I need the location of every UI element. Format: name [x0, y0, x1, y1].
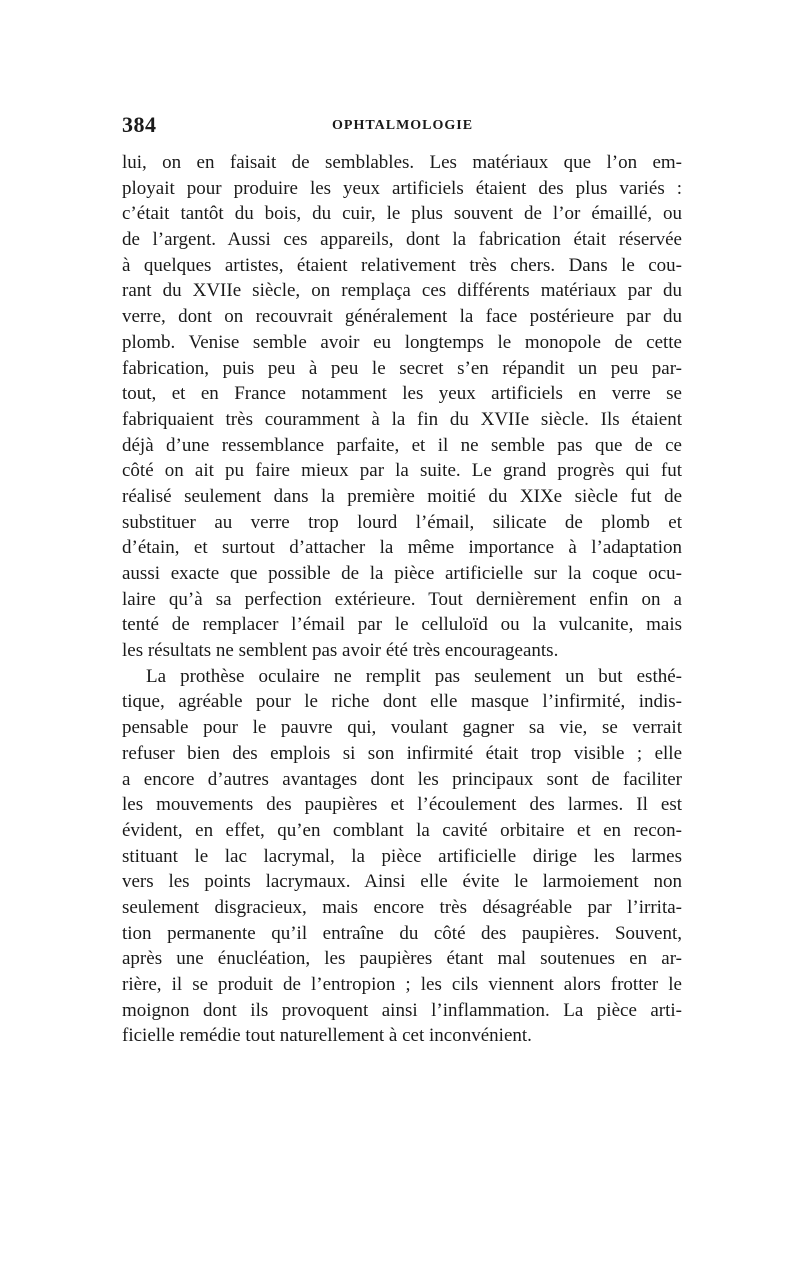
page-number: 384	[122, 112, 157, 137]
text-line: à quelques artistes, étaient relativement très chers. Dans le cou-	[122, 254, 682, 276]
text-line: lui, on en faisait de semblables. Les matériaux que l’on em-	[122, 152, 682, 173]
text-line: ployait pour produire les yeux artificiels étaient des plus variés :	[122, 177, 682, 199]
paragraph-container	[122, 150, 682, 1049]
text-line: rière, il se produit de l’entropion ; les cils viennent alors frotter le	[122, 974, 682, 995]
text-line: rant du XVIIe siècle, on remplaça ces différents matériaux par du	[122, 280, 682, 302]
text-line: déjà d’une ressemblance parfaite, et il ne semble pas que de ce	[122, 434, 682, 456]
text-line: refuser bien des emplois si son infirmité était trop visible ; elle	[122, 742, 682, 764]
text-line: tout, et en France notamment les yeux artificiels en verre se	[122, 383, 682, 405]
text-line: les mouvements des paupières et l’écoulement des larmes. Il est	[122, 794, 682, 816]
text-line: les résultats ne semblent pas avoir été très encourageants.	[122, 640, 559, 662]
text-line: réalisé seulement dans la première moitié du XIXe siècle fut de	[122, 485, 682, 507]
text-line: de l’argent. Aussi ces appareils, dont la fabrication était réservée	[122, 229, 682, 251]
text-line: pensable pour le pauvre qui, voulant gagner sa vie, se verrait	[122, 717, 682, 739]
text-line: c’était tantôt du bois, du cuir, le plus souvent de l’or émaillé, ou	[122, 203, 682, 225]
text-line: fabriquaient très couramment à la fin du XVIIe siècle. Ils étaient	[122, 408, 682, 430]
text-line: vers les points lacrymaux. Ainsi elle évite le larmoiement non	[122, 871, 682, 893]
text-line: aussi exacte que possible de la pièce artificielle sur la coque ocu-	[122, 563, 682, 584]
text-line: côté on ait pu faire mieux par la suite. Le grand progrès qui fut	[122, 460, 682, 482]
paragraph	[122, 664, 682, 1049]
text-line: stituant le lac lacrymal, la pièce artificielle dirige les larmes	[122, 845, 682, 867]
text-line: tenté de remplacer l’émail par le celluloïd ou la vulcanite, mais	[122, 614, 682, 636]
text-line: moignon dont ils provoquent ainsi l’inflammation. La pièce arti-	[122, 999, 682, 1021]
text-line: La prothèse oculaire ne remplit pas seulement un but esthé-	[146, 665, 682, 687]
text-line: a encore d’autres avantages dont les principaux sont de faciliter	[122, 768, 682, 790]
text-line: tique, agréable pour le riche dont elle masque l’infirmité, indis-	[122, 691, 682, 713]
text-line: tion permanente qu’il entraîne du côté des paupières. Souvent,	[122, 922, 682, 944]
text-line: après une énucléation, les paupières étant mal soutenues en ar-	[122, 948, 682, 970]
text-line: d’étain, et surtout d’attacher la même importance à l’adaptation	[122, 537, 682, 559]
text-line: laire qu’à sa perfection extérieure. Tout dernièrement enfin on a	[122, 588, 682, 610]
running-head	[122, 112, 682, 142]
text-line: substituer au verre trop lourd l’émail, silicate de plomb et	[122, 511, 682, 533]
text-line: verre, dont on recouvrait généralement la face postérieure par du	[122, 306, 682, 328]
text-line: seulement disgracieux, mais encore très désagréable par l’irrita-	[122, 896, 682, 918]
text-line: fabrication, puis peu à peu le secret s’en répandit un peu par-	[122, 357, 682, 379]
text-line: évident, en effet, qu’en comblant la cavité orbitaire et en recon-	[122, 819, 682, 841]
text-line: ficielle remédie tout naturellement à cet inconvénient.	[122, 1025, 532, 1047]
paragraph	[122, 150, 682, 664]
text-line: plomb. Venise semble avoir eu longtemps le monopole de cette	[122, 331, 682, 353]
body-text	[122, 150, 682, 1049]
running-title: OPHTALMOLOGIE	[332, 118, 474, 133]
